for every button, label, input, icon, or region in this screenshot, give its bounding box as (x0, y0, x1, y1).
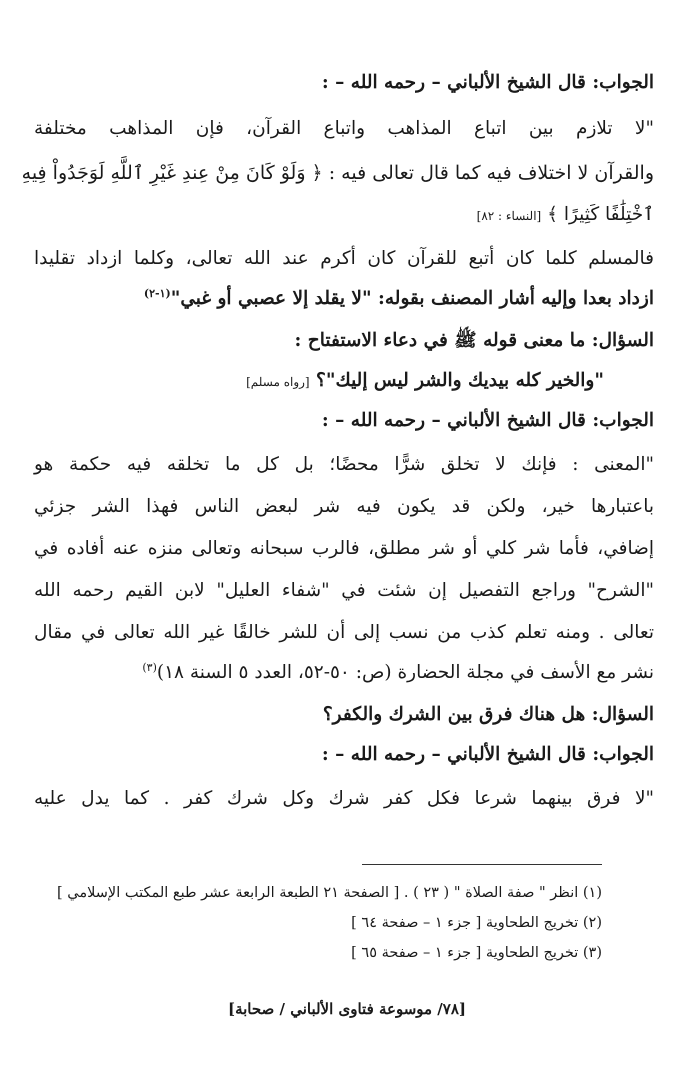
question-text: هل هناك فرق بين الشرك والكفر؟ (322, 704, 592, 725)
answer-heading-text: قال الشيخ الألباني – رحمه الله – : (321, 410, 593, 431)
hadith-quote (34, 366, 604, 397)
answer-label: الجواب: (592, 72, 654, 93)
body-line: فالمسلم كلما كان أتبع للقرآن كان أكرم عند الله تعالى، وكلما ازداد تقليدا (34, 248, 654, 269)
footnote-1: (١) انظر " صفة الصلاة " ( ٢٣ ) . [ الصفحة ٢١ الطبعة الرابعة عشر طبع المكتب الإسلامي ] (57, 885, 602, 901)
answer-heading-text: قال الشيخ الألباني – رحمه الله – : (321, 744, 593, 765)
verse-citation: [النساء : ٨٢] (476, 209, 542, 223)
footnote-ref: (٣) (142, 661, 157, 674)
body-line: "المعنى : فإنك لا تخلق شرًّا محضًا؛ بل كل ما تخلقه فيه حكمة هو (34, 454, 654, 475)
answer-heading-3 (34, 740, 654, 770)
answer-label: الجواب: (592, 410, 654, 431)
body-line: "الشرح" وراجع التفصيل إن شئت في "شفاء العليل" لابن القيم رحمه الله (34, 580, 654, 601)
body-line (34, 658, 654, 690)
quran-verse-end (34, 200, 654, 231)
hadith-citation: [رواه مسلم] (246, 375, 310, 389)
body-line (34, 284, 654, 316)
footnote-divider (362, 864, 602, 865)
page-footer: [٧٨/ موسوعة فتاوى الألباني / صحابة] (227, 1000, 467, 1018)
body-line: "لا تلازم بين اتباع المذاهب واتباع القرآن، فإن المذاهب مختلفة (34, 118, 654, 139)
footnote-3: (٣) تخريج الطحاوية [ جزء ١ – صفحة ٦٥ ] (351, 945, 602, 961)
footnotes (57, 878, 602, 968)
body-line: تعالى . ومنه تعلم كذب من نسب إلى أن للشر خالقًا غير الله تعالى في مقال (34, 622, 654, 643)
body-line: إضافي، فأما شر كلي أو شر مطلق، فالرب سبحانه وتعالى منزه عنه أفاده في (34, 538, 654, 559)
hadith-text: "والخير كله بيديك والشر ليس إليك"؟ (316, 370, 604, 391)
answer-heading-1 (34, 68, 654, 98)
body-line-quran: والقرآن لا اختلاف فيه كما قال تعالى فيه : ﴿ وَلَوْ كَانَ مِنْ عِندِ غَيْرِ ٱللَّهِ لَوَجَدُواْ فِيهِ (21, 162, 654, 184)
answer-heading-2 (34, 406, 654, 436)
footnote-2: (٢) تخريج الطحاوية [ جزء ١ – صفحة ٦٤ ] (351, 915, 602, 931)
quran-text: ٱخْتِلَٰفًا كَثِيرًا ﴾ (547, 204, 654, 225)
footnote-ref: (١-٢) (143, 287, 171, 300)
body-line-text: نشر مع الأسف في مجلة الحضارة (ص: ٥٠-٥٢، العدد ٥ السنة ١٨) (156, 662, 654, 683)
question-heading-2 (34, 700, 654, 730)
question-heading-1 (34, 326, 654, 356)
body-line-text: ازداد بعدا وإليه أشار المصنف بقوله: "لا يقلد إلا عصبي أو غبي" (170, 288, 654, 309)
body-line: "لا فرق بينهما شرعا فكل كفر شرك وكل شرك كفر . كما يدل عليه (34, 788, 654, 809)
question-label: السؤال: (591, 330, 654, 351)
answer-label: الجواب: (592, 744, 654, 765)
body-line: باعتبارها خير، ولكن قد يكون فيه شر لبعض الناس فهذا الشر جزئي (34, 496, 654, 517)
question-text: ما معنى قوله ﷺ في دعاء الاستفتاح : (294, 330, 592, 351)
answer-heading-text: قال الشيخ الألباني – رحمه الله – : (321, 72, 593, 93)
question-label: السؤال: (591, 704, 654, 725)
